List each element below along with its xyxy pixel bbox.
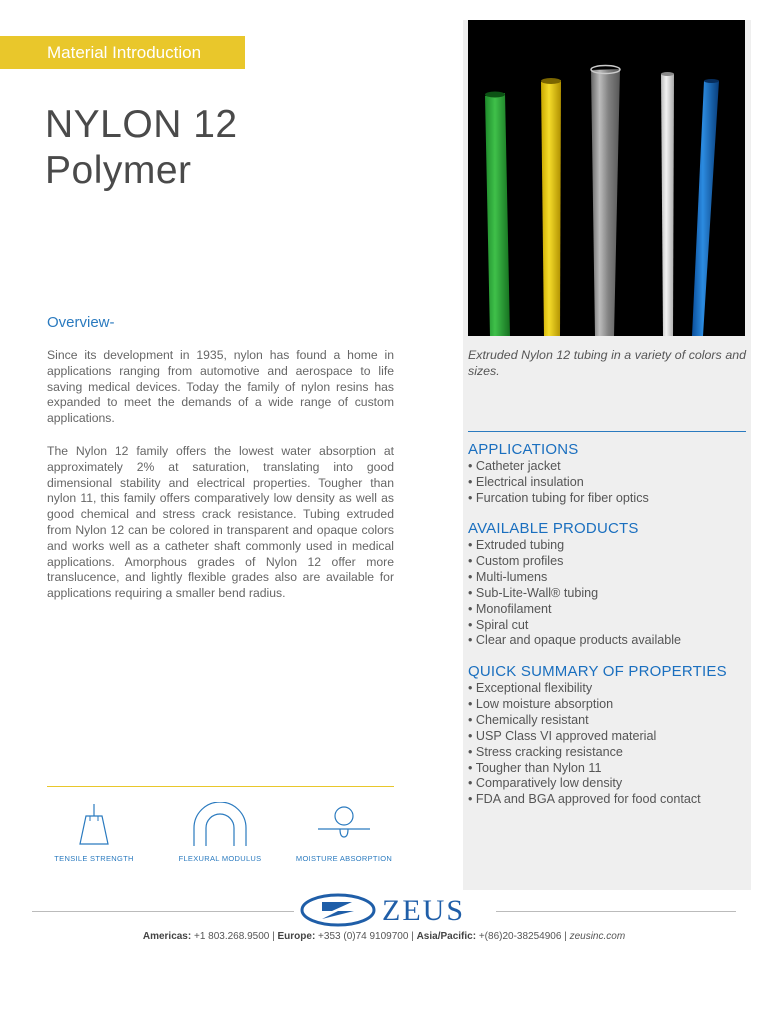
list-item: • Sub-Lite-Wall® tubing [468, 586, 681, 602]
moisture-absorption-item [289, 802, 399, 863]
list-item: • FDA and BGA approved for food contact [468, 792, 701, 808]
overview-heading: Overview- [47, 314, 115, 331]
footer-contact [0, 931, 768, 942]
left-divider [47, 786, 394, 787]
applications-heading: APPLICATIONS [468, 441, 579, 458]
title-line-1: NYLON 12 [45, 103, 238, 146]
asia-label: Asia/Pacific: [416, 931, 477, 942]
icon-label-tensile: TENSILE STRENGTH [54, 854, 134, 863]
photo-caption: Extruded Nylon 12 tubing in a variety of colors and sizes. [468, 348, 746, 378]
zeus-logo [300, 888, 490, 932]
list-item: • Comparatively low density [468, 776, 701, 792]
droplet-icon [314, 802, 374, 848]
asia-phone: +(86)20-38254906 | [476, 931, 570, 942]
footer-line-right [496, 911, 736, 912]
tubing-photo [468, 20, 745, 336]
overview-paragraph-1: Since its development in 1935, nylon has found a home in applications ranging from automotive and aerospace to life saving medical devices. Today the family of nylon resins has expanded to meet the demands of a wide range of custom applications. [47, 348, 394, 426]
tubing-image [468, 20, 745, 336]
europe-phone: +353 (0)74 9109700 | [315, 931, 417, 942]
list-item: • Spiral cut [468, 618, 681, 634]
flexural-modulus-item [165, 802, 275, 863]
website-link[interactable]: zeusinc.com [569, 931, 626, 942]
europe-label: Europe: [277, 931, 316, 942]
available-products-list [468, 538, 681, 649]
icon-label-flexural: FLEXURAL MODULUS [178, 854, 262, 863]
list-item: • Chemically resistant [468, 713, 701, 729]
list-item: • Stress cracking resistance [468, 745, 701, 761]
americas-label: Americas: [142, 931, 192, 942]
list-item: • Custom profiles [468, 554, 681, 570]
list-item: • Exceptional flexibility [468, 681, 701, 697]
list-item: • Clear and opaque products available [468, 633, 681, 649]
list-item: • Monofilament [468, 602, 681, 618]
list-item: • Multi-lumens [468, 570, 681, 586]
properties-heading: QUICK SUMMARY OF PROPERTIES [468, 663, 727, 680]
applications-list [468, 459, 649, 507]
page-title [45, 102, 238, 194]
available-products-heading: AVAILABLE PRODUCTS [468, 520, 639, 537]
list-item: • Extruded tubing [468, 538, 681, 554]
tensile-strength-item [39, 802, 149, 863]
zeus-emblem-icon [300, 888, 490, 932]
list-item: • Electrical insulation [468, 475, 649, 491]
logo-wordmark: ZEUS [382, 894, 465, 927]
list-item: • USP Class VI approved material [468, 729, 701, 745]
overview-paragraph-2: The Nylon 12 family offers the lowest water absorption at approximately 2% at saturation, translating into good dimensional stability and electrical properties. Tougher than nylon 11, this family offers comparatively low density as well as good chemical and stress crack resistance. Tubing extruded from Nylon 12 can be colored in transparent and opaque colors and works well as a catheter shaft commonly used in medical applications. Amorphous grades of Nylon 12 offer more translucence, and lightly flexible grades also are available for applications requiring a smaller bend radius. [47, 444, 394, 601]
sidebar-divider [468, 431, 746, 432]
list-item: • Catheter jacket [468, 459, 649, 475]
americas-phone: +1 803.268.9500 | [191, 931, 278, 942]
properties-list [468, 681, 701, 808]
list-item: • Furcation tubing for fiber optics [468, 491, 649, 507]
list-item: • Tougher than Nylon 11 [468, 761, 701, 777]
list-item: • Low moisture absorption [468, 697, 701, 713]
section-tag: Material Introduction [0, 36, 245, 69]
weight-icon [74, 802, 114, 848]
title-line-2: Polymer [45, 149, 192, 192]
bend-arch-icon [190, 802, 250, 848]
footer-line-left [32, 911, 294, 912]
icon-label-moisture: MOISTURE ABSORPTION [295, 854, 393, 863]
